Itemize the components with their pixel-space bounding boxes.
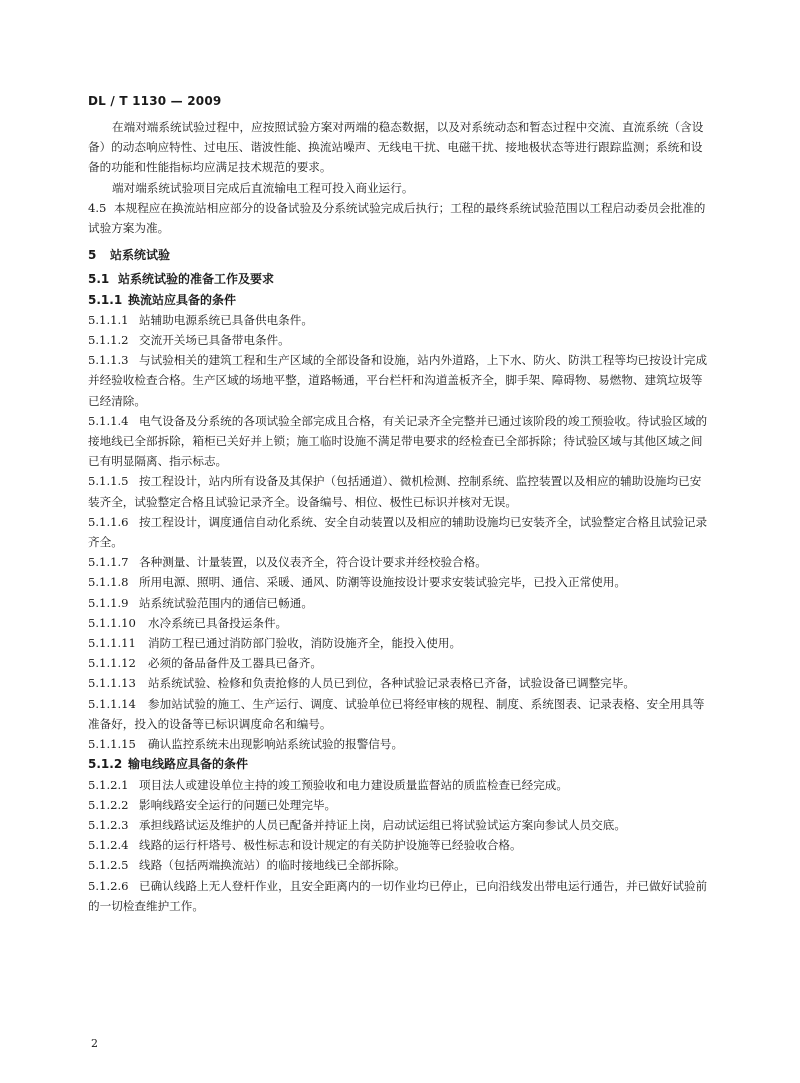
clause-5-1-1-8 xyxy=(88,572,710,592)
clause-text: 与试验相关的建筑工程和生产区域的全部设备和设施，站内外道路，上下水、防火、防洪工程等均已按设计完成并经验收检查合格。生产区域的场地平整，道路畅通，平台栏杆和沟道盖板齐全，脚手架、障碍物、易燃物、建筑垃圾等已经清除。 xyxy=(88,353,708,408)
clause-number: 5.1.1.14 xyxy=(88,696,136,711)
clause-text: 站辅助电源系统已具备供电条件。 xyxy=(139,312,313,327)
clause-number: 5.1.2.3 xyxy=(88,817,129,832)
clause-text: 影响线路安全运行的问题已处理完毕。 xyxy=(139,797,337,812)
clause-5-1-1-3 xyxy=(88,350,710,411)
clause-5-1-2-2 xyxy=(88,795,710,815)
clause-text: 交流开关场已具备带电条件。 xyxy=(139,333,290,348)
section-number: 5.1.1 xyxy=(88,292,123,307)
clause-number: 5.1.1.11 xyxy=(88,636,136,651)
section-title: 站系统试验 xyxy=(110,248,171,263)
section-5-1-2-heading xyxy=(88,754,710,774)
section-number: 5 xyxy=(88,248,97,263)
page-number: 2 xyxy=(91,1037,98,1050)
section-title: 换流站应具备的条件 xyxy=(128,292,237,307)
section-number: 5.1.2 xyxy=(88,757,123,772)
section-title: 输电线路应具备的条件 xyxy=(128,757,249,772)
clause-5-1-1-15 xyxy=(88,734,710,754)
clause-text: 消防工程已通过消防部门验收，消防设施齐全，能投入使用。 xyxy=(148,636,462,651)
clause-4-5 xyxy=(88,198,710,238)
clause-text: 电气设备及分系统的各项试验全部完成且合格，有关记录齐全完整并已通过该阶段的竣工预验收。待试验区域的接地线已全部拆除，箱柜已关好并上锁；施工临时设施不满足带电要求的经检查已全部拆除；待试验区域与其他区域之间已有明显隔离、指示标志。 xyxy=(88,413,708,469)
clause-number: 5.1.1.8 xyxy=(88,575,129,590)
section-number: 5.1 xyxy=(88,272,110,287)
clause-number: 5.1.2.6 xyxy=(88,878,129,893)
clause-number: 5.1.2.1 xyxy=(88,777,129,792)
clause-5-1-1-14 xyxy=(88,694,710,734)
standard-header: DL / T 1130 — 2009 xyxy=(88,94,222,108)
clause-5-1-1-1 xyxy=(88,310,710,330)
clause-text: 确认监控系统未出现影响站系统试验的报警信号。 xyxy=(148,737,404,752)
clause-text: 线路（包括两端换流站）的临时接地线已全部拆除。 xyxy=(139,858,406,873)
section-5-1-1-heading xyxy=(88,290,710,310)
section-5-heading xyxy=(88,245,710,265)
clause-text: 所用电源、照明、通信、采暖、通风、防潮等设施按设计要求安装试验完毕，已投入正常使用。 xyxy=(139,575,626,590)
clause-number: 5.1.1.12 xyxy=(88,656,136,671)
clause-5-1-2-3 xyxy=(88,815,710,835)
clause-text: 站系统试验、检修和负责抢修的人员已到位，各种试验记录表格已齐备，试验设备已调整完毕。 xyxy=(148,676,635,691)
clause-text: 必须的备品备件及工器具已备齐。 xyxy=(148,656,322,671)
clause-5-1-1-10 xyxy=(88,613,710,633)
section-5-1-heading xyxy=(88,269,710,289)
clause-5-1-1-2 xyxy=(88,330,710,350)
clause-number: 5.1.1.7 xyxy=(88,555,129,570)
clause-text: 站系统试验范围内的通信已畅通。 xyxy=(139,595,313,610)
clause-number: 5.1.1.1 xyxy=(88,312,129,327)
clause-5-1-1-4 xyxy=(88,411,710,472)
section-title: 站系统试验的准备工作及要求 xyxy=(118,272,275,287)
clause-5-1-2-1 xyxy=(88,775,710,795)
clause-text: 线路的运行杆塔号、极性标志和设计规定的有关防护设施等已经验收合格。 xyxy=(139,838,522,853)
page-content xyxy=(88,117,710,916)
clause-number: 5.1.2.2 xyxy=(88,797,129,812)
clause-text: 按工程设计，站内所有设备及其保护（包括通道）、微机检测、控制系统、监控装置以及相应的辅助设施均已安装齐全，试验整定合格且试验记录齐全。设备编号、相位、极性已标识并核对无误。 xyxy=(88,474,702,509)
clause-number: 5.1.2.5 xyxy=(88,858,129,873)
clause-number: 5.1.1.6 xyxy=(88,514,129,529)
clause-text: 已确认线路上无人登杆作业，且安全距离内的一切作业均已停止，已向沿线发出带电运行通告，并已做好试验前的一切检查维护工作。 xyxy=(88,878,708,913)
clause-number: 5.1.1.13 xyxy=(88,676,136,691)
paragraph-commercial-operation: 端对端系统试验项目完成后直流输电工程可投入商业运行。 xyxy=(112,180,414,195)
clause-5-1-1-11 xyxy=(88,633,710,653)
clause-5-1-2-6 xyxy=(88,876,710,916)
clause-number: 5.1.1.10 xyxy=(88,615,136,630)
clause-number: 5.1.1.9 xyxy=(88,595,129,610)
clause-5-1-1-7 xyxy=(88,552,710,572)
clause-text: 按工程设计，调度通信自动化系统、安全自动装置以及相应的辅助设施均已安装齐全，试验整定合格且试验记录齐全。 xyxy=(88,514,708,550)
clause-5-1-2-4 xyxy=(88,835,710,855)
paragraph-tracking-monitoring: 在端对端系统试验过程中，应按照试验方案对两端的稳态数据，以及对系统动态和暂态过程中交流、直流系统（含设备）的动态响应特性、过电压、谐波性能、换流站噪声、无线电干扰、电磁干扰、接地极状态等进行跟踪监测；系统和设备的功能和性能指标均应满足技术规范的要求。 xyxy=(88,120,704,175)
clause-text: 各种测量、计量装置，以及仪表齐全，符合设计要求并经校验合格。 xyxy=(139,555,487,570)
clause-number: 5.1.1.2 xyxy=(88,333,129,348)
clause-text: 本规程应在换流站相应部分的设备试验及分系统试验完成后执行；工程的最终系统试验范围以工程启动委员会批准的试验方案为准。 xyxy=(88,200,706,236)
clause-5-1-1-5 xyxy=(88,471,710,511)
clause-text: 参加站试验的施工、生产运行、调度、试验单位已将经审核的规程、制度、系统图表、记录表格、安全用具等准备好，投入的设备等已标识调度命名和编号。 xyxy=(88,696,705,731)
clause-number: 5.1.1.4 xyxy=(88,413,129,428)
clause-5-1-1-12 xyxy=(88,653,710,673)
clause-number: 4.5 xyxy=(88,200,107,215)
clause-number: 5.1.1.5 xyxy=(88,474,129,489)
clause-5-1-1-13 xyxy=(88,673,710,693)
clause-text: 项目法人或建设单位主持的竣工预验收和电力建设质量监督站的质监检查已经完成。 xyxy=(139,777,568,792)
clause-5-1-1-6 xyxy=(88,512,710,552)
clause-5-1-2-5 xyxy=(88,855,710,875)
clause-5-1-1-9 xyxy=(88,593,710,613)
clause-number: 5.1.1.15 xyxy=(88,737,136,752)
clause-number: 5.1.1.3 xyxy=(88,353,129,368)
clause-text: 水冷系统已具备投运条件。 xyxy=(148,615,288,630)
clause-text: 承担线路试运及维护的人员已配备并持证上岗，启动试运组已将试验试运方案向参试人员交底。 xyxy=(139,817,626,832)
clause-number: 5.1.2.4 xyxy=(88,838,129,853)
